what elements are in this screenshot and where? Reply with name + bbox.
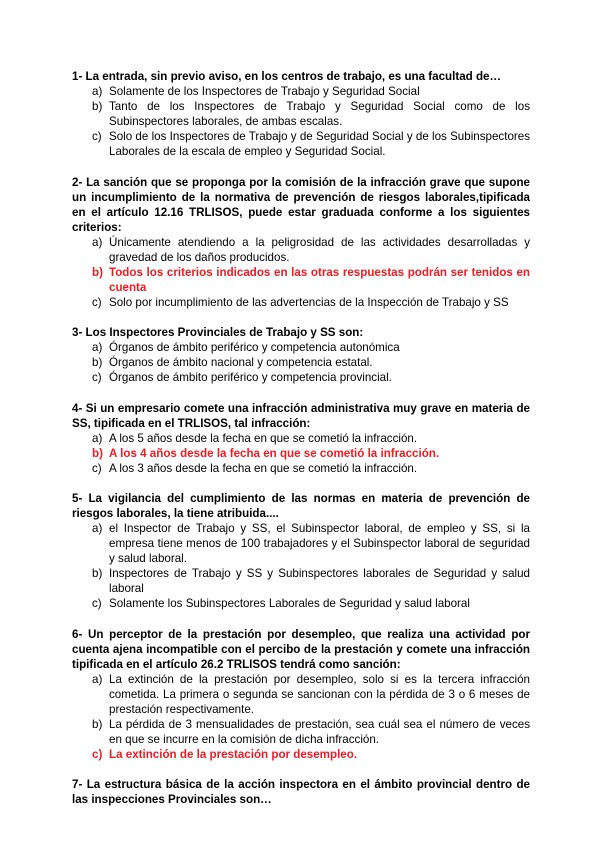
answer-option: [92, 717, 530, 747]
option-text: Únicamente atendiendo a la peligrosidad de las actividades desarrolladas y gravedad de los daños producidos.: [109, 235, 530, 264]
question-6: [72, 627, 530, 762]
question-4: [72, 401, 530, 476]
option-text: Solo por incumplimiento de las advertencias de la Inspección de Trabajo y SS: [109, 295, 509, 309]
option-letter: b): [92, 265, 103, 279]
option-text: Solamente los Subinspectores Laborales de Seguridad y salud laboral: [109, 597, 470, 610]
answer-option-correct: [92, 265, 530, 295]
question-text: 7- La estructura básica de la acción inspectora en el ámbito provincial dentro de las inspecciones Provinciales son…: [72, 778, 530, 806]
answer-option: [92, 431, 530, 446]
answer-option: [92, 295, 530, 310]
answer-options: [72, 340, 530, 385]
question-text: 5- La vigilancia del cumplimiento de las normas en materia de prevención de riesgos laborales, la tiene atribuida....: [72, 492, 530, 520]
answer-options: [72, 672, 530, 762]
option-letter: a): [92, 672, 103, 686]
option-letter: c): [92, 371, 102, 384]
answer-options: [72, 431, 530, 476]
option-letter: c): [92, 461, 102, 475]
option-text: La extinción de la prestación por desempleo.: [109, 747, 358, 761]
option-text: A los 3 años desde la fecha en que se cometió la infracción.: [109, 461, 418, 475]
option-letter: b): [92, 567, 103, 580]
option-letter: a): [92, 235, 103, 249]
option-text: La pérdida de 3 mensualidades de prestación, sea cuál sea el número de veces en que se incurre en la comisión de dicha infracción.: [109, 717, 530, 746]
question-text: 3- Los Inspectores Provinciales de Trabajo y SS son:: [72, 326, 364, 339]
answer-option: [92, 340, 530, 355]
option-text: el Inspector de Trabajo y SS, el Subinspector laboral, de empleo y SS, si la empresa tiene menos de 100 trabajadores y el Subinspector laboral de seguridad y salud laboral.: [109, 522, 530, 565]
answer-option: [92, 99, 530, 129]
answer-option: [92, 84, 530, 99]
question-text: 4- Si un empresario comete una infracción administrativa muy grave en materia de SS, tipificada en el TRLISOS, tal infracción:: [72, 401, 530, 430]
answer-option-correct: [92, 747, 530, 762]
option-letter: b): [92, 446, 103, 460]
question-1: [72, 69, 530, 159]
question-7: [72, 777, 530, 807]
answer-options: [72, 521, 530, 611]
answer-option: [92, 566, 530, 596]
question-text: 2- La sanción que se proponga por la comisión de la infracción grave que supone un incumplimiento de la normativa de prevención de riesgos laborales,tipificada en el artículo 12.16 TRLISOS, puede estar graduada conforme a los siguientes criterios:: [72, 175, 530, 234]
option-letter: b): [92, 717, 103, 731]
answer-option: [92, 461, 530, 476]
question-5: [72, 491, 530, 611]
answer-option: [92, 521, 530, 566]
question-3: [72, 325, 530, 385]
option-text: A los 4 años desde la fecha en que se cometió la infracción.: [109, 446, 440, 460]
option-text: Órganos de ámbito nacional y competencia estatal.: [109, 356, 373, 369]
answer-option: [92, 235, 530, 265]
answer-option: [92, 370, 530, 385]
answer-options: [72, 235, 530, 310]
answer-option: [92, 129, 530, 159]
option-letter: b): [92, 100, 103, 113]
option-letter: a): [92, 85, 103, 98]
option-text: Inspectores de Trabajo y SS y Subinspectores laborales de Seguridad y salud laboral: [109, 567, 530, 595]
question-text: 1- La entrada, sin previo aviso, en los centros de trabajo, es una facultad de…: [72, 70, 502, 83]
answer-option: [92, 355, 530, 370]
option-letter: b): [92, 356, 103, 369]
option-letter: c): [92, 295, 102, 309]
option-letter: c): [92, 747, 103, 761]
answer-option: [92, 596, 530, 611]
option-letter: c): [92, 597, 102, 610]
option-text: Órganos de ámbito periférico y competencia provincial.: [109, 371, 392, 384]
question-2: [72, 175, 530, 310]
option-letter: c): [92, 130, 102, 143]
option-text: Todos los criterios indicados en las otras respuestas podrán ser tenidos en cuenta: [109, 265, 530, 294]
option-text: Órganos de ámbito periférico y competencia autonómica: [109, 341, 400, 354]
option-text: Solo de los Inspectores de Trabajo y de Seguridad Social y de los Subinspectores Laborales de la escala de empleo y Seguridad Social.: [109, 130, 530, 158]
answer-option-correct: [92, 446, 530, 461]
option-text: Solamente de los Inspectores de Trabajo y Seguridad Social: [109, 85, 420, 98]
option-letter: a): [92, 431, 103, 445]
option-text: La extinción de la prestación por desempleo, solo si es la tercera infracción cometida. La primera o segunda se sancionan con la pérdida de 3 o 6 meses de prestación respectivamente.: [109, 672, 530, 716]
answer-option: [92, 672, 530, 717]
question-text: 6- Un perceptor de la prestación por desempleo, que realiza una actividad por cuenta ajena incompatible con el percibo de la prestación y comete una infracción tipificada en el artículo 26.2 TRLISOS tendrá como sanción:: [72, 627, 530, 671]
option-letter: a): [92, 522, 103, 535]
option-text: Tanto de los Inspectores de Trabajo y Seguridad Social como de los Subinspectores laborales, de ambas escalas.: [109, 100, 530, 128]
option-text: A los 5 años desde la fecha en que se cometió la infracción.: [109, 431, 418, 445]
answer-options: [72, 84, 530, 159]
option-letter: a): [92, 341, 103, 354]
